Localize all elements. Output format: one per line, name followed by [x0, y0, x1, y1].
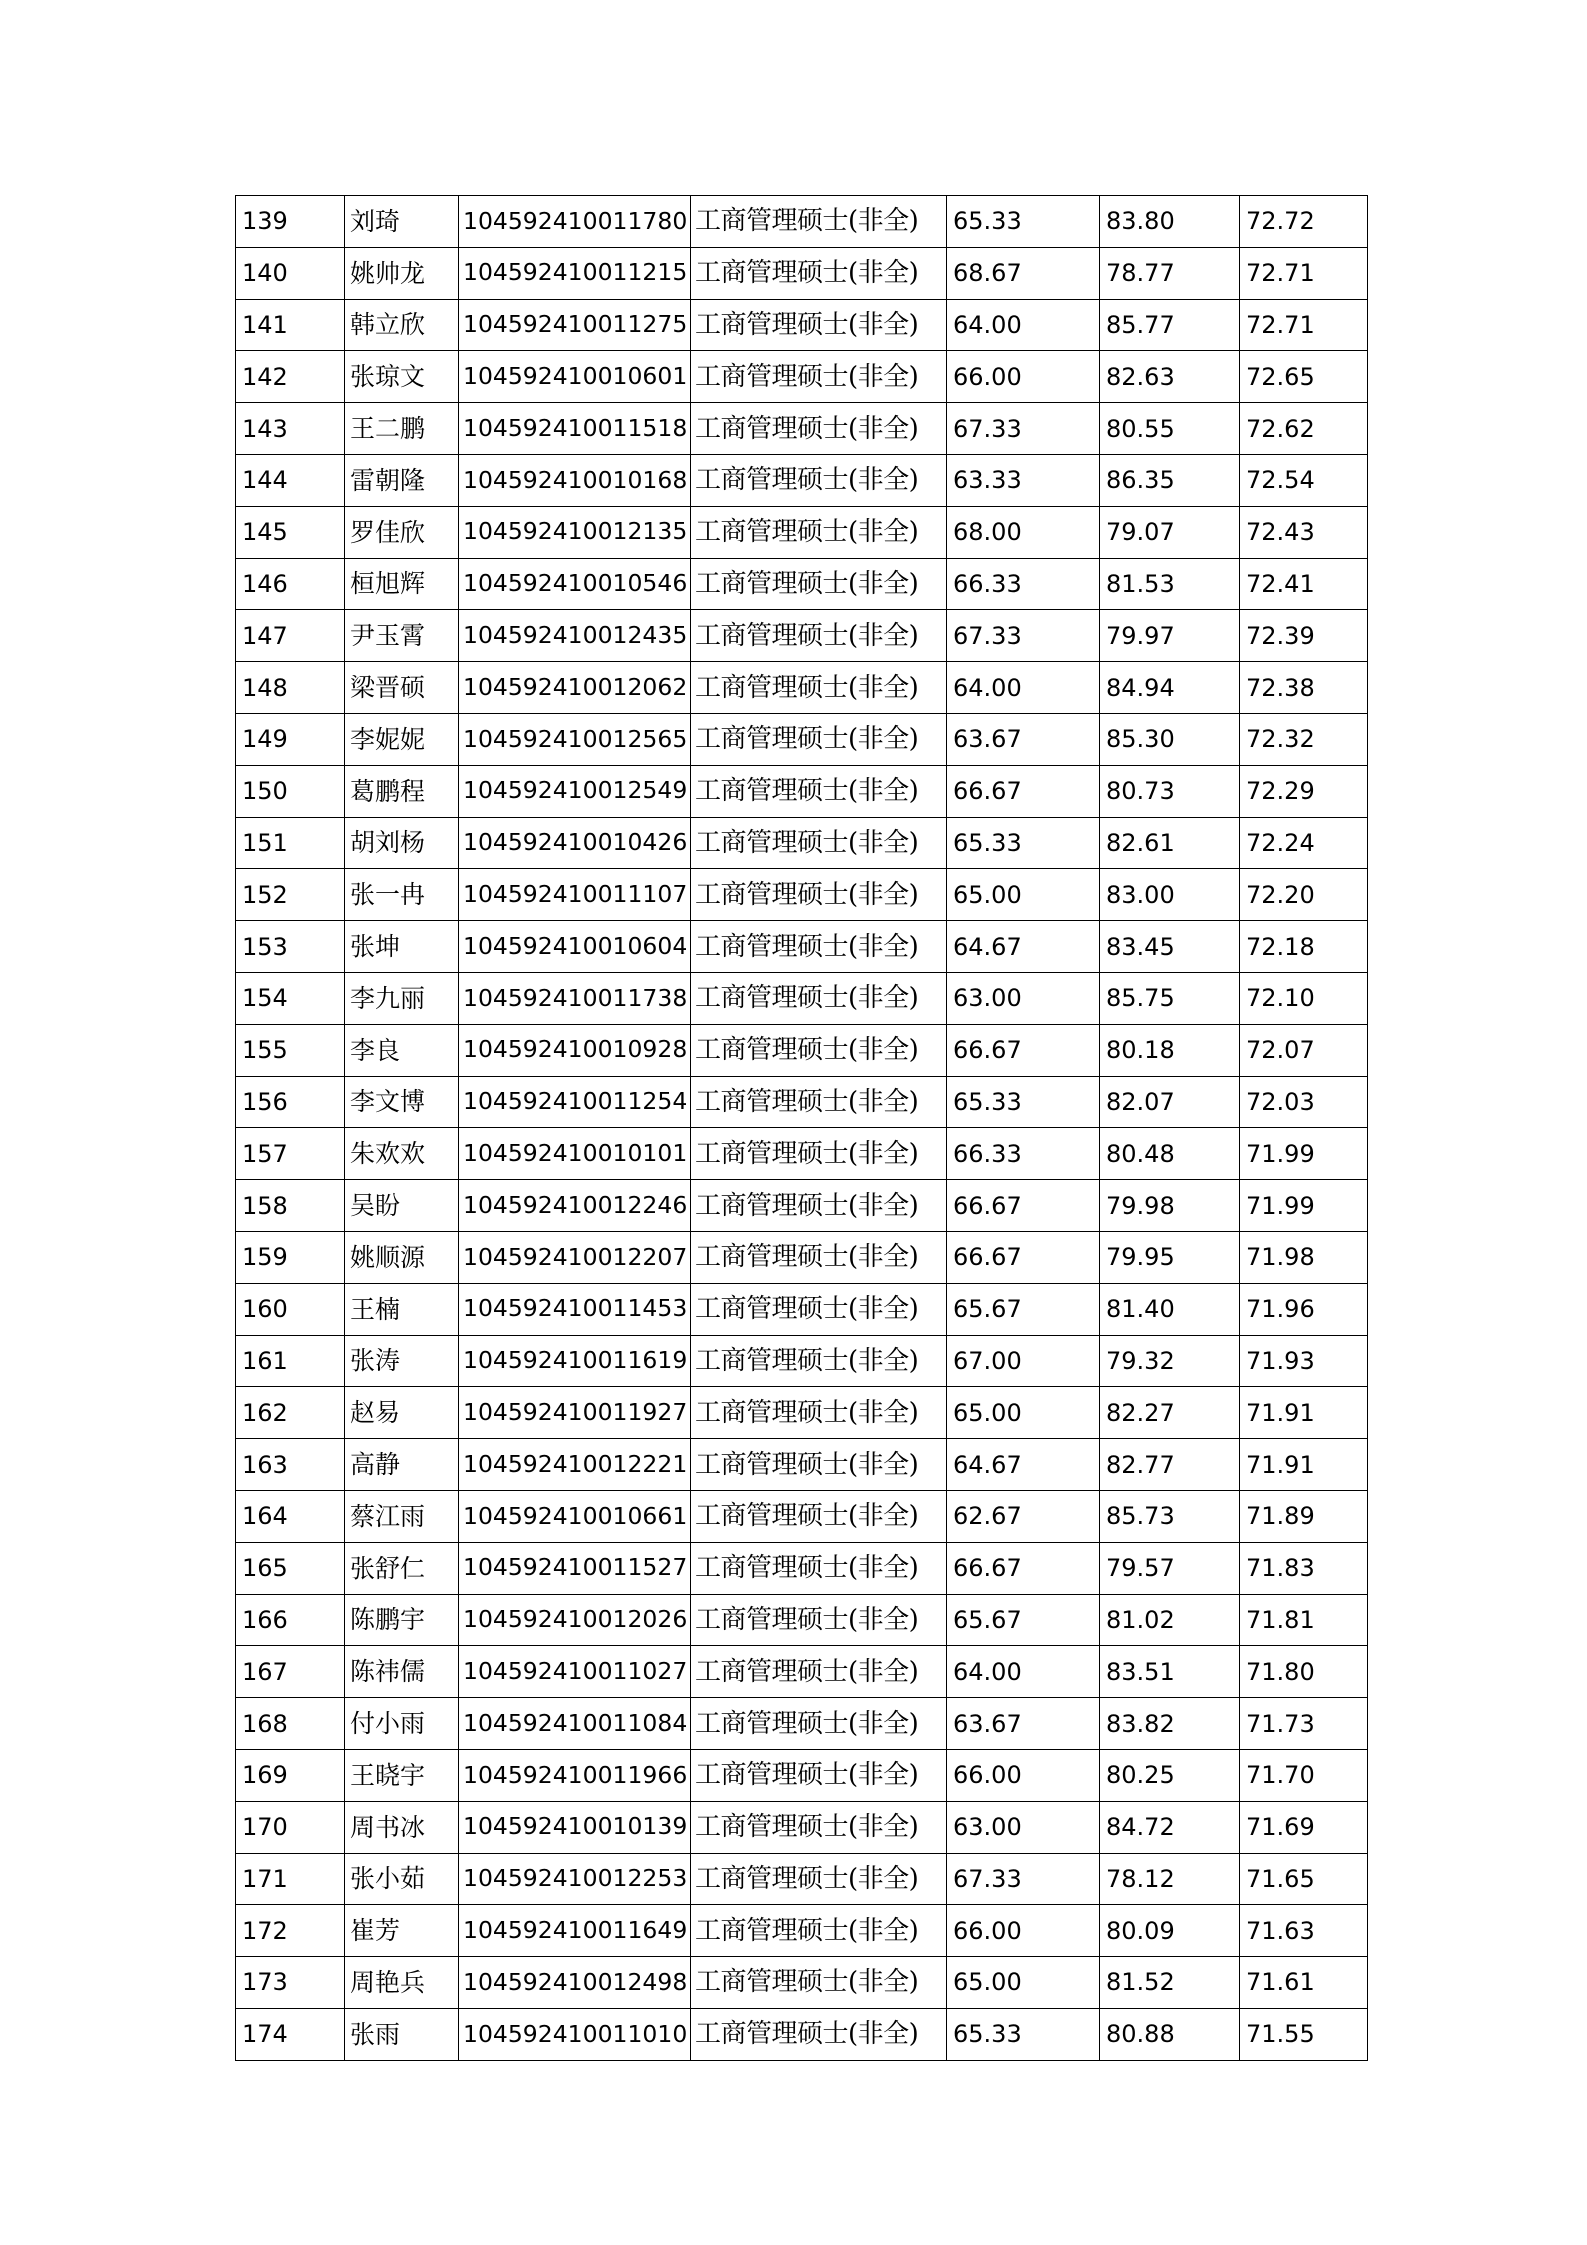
total-score-cell: 71.80: [1240, 1646, 1368, 1698]
score-a-cell: 66.67: [947, 1024, 1100, 1076]
score-b-cell: 80.25: [1100, 1749, 1240, 1801]
name-cell: 梁晋硕: [345, 662, 459, 714]
exam-id-cell: 104592410011738: [459, 972, 691, 1024]
name-cell: 罗佳欣: [345, 506, 459, 558]
name-cell: 朱欢欢: [345, 1128, 459, 1180]
score-b-cell: 79.32: [1100, 1335, 1240, 1387]
name-cell: 张一冉: [345, 869, 459, 921]
total-score-cell: 71.61: [1240, 1957, 1368, 2009]
table-row: [236, 1180, 1368, 1232]
score-b-cell: 80.88: [1100, 2008, 1240, 2060]
score-b-cell: 82.07: [1100, 1076, 1240, 1128]
table-row: [236, 1698, 1368, 1750]
score-a-cell: 66.67: [947, 1180, 1100, 1232]
major-cell: 工商管理硕士(非全): [691, 972, 947, 1024]
score-b-cell: 85.77: [1100, 299, 1240, 351]
score-a-cell: 63.00: [947, 972, 1100, 1024]
exam-id-cell: 104592410010661: [459, 1490, 691, 1542]
table-row: [236, 2008, 1368, 2060]
exam-id-cell: 104592410010604: [459, 921, 691, 973]
score-a-cell: 66.67: [947, 1231, 1100, 1283]
rank-cell: 162: [236, 1387, 345, 1439]
name-cell: 张涛: [345, 1335, 459, 1387]
major-cell: 工商管理硕士(非全): [691, 1335, 947, 1387]
total-score-cell: 72.65: [1240, 351, 1368, 403]
major-cell: 工商管理硕士(非全): [691, 1283, 947, 1335]
table-row: [236, 1957, 1368, 2009]
rank-cell: 154: [236, 972, 345, 1024]
total-score-cell: 72.24: [1240, 817, 1368, 869]
name-cell: 张坤: [345, 921, 459, 973]
rank-cell: 142: [236, 351, 345, 403]
exam-id-cell: 104592410012207: [459, 1231, 691, 1283]
name-cell: 陈鹏宇: [345, 1594, 459, 1646]
rank-cell: 141: [236, 299, 345, 351]
score-a-cell: 65.00: [947, 869, 1100, 921]
total-score-cell: 72.43: [1240, 506, 1368, 558]
score-b-cell: 79.95: [1100, 1231, 1240, 1283]
name-cell: 张雨: [345, 2008, 459, 2060]
rank-cell: 157: [236, 1128, 345, 1180]
table-row: [236, 765, 1368, 817]
exam-id-cell: 104592410011107: [459, 869, 691, 921]
rank-cell: 144: [236, 454, 345, 506]
exam-id-cell: 104592410010601: [459, 351, 691, 403]
rank-cell: 167: [236, 1646, 345, 1698]
exam-id-cell: 104592410011084: [459, 1698, 691, 1750]
exam-id-cell: 104592410010168: [459, 454, 691, 506]
score-table: [235, 195, 1368, 2061]
major-cell: 工商管理硕士(非全): [691, 558, 947, 610]
score-a-cell: 66.67: [947, 1542, 1100, 1594]
total-score-cell: 72.71: [1240, 299, 1368, 351]
score-a-cell: 64.00: [947, 662, 1100, 714]
exam-id-cell: 104592410011527: [459, 1542, 691, 1594]
score-table-body: [236, 196, 1368, 2061]
total-score-cell: 71.99: [1240, 1180, 1368, 1232]
score-b-cell: 81.52: [1100, 1957, 1240, 2009]
score-b-cell: 78.12: [1100, 1853, 1240, 1905]
name-cell: 王二鹏: [345, 403, 459, 455]
rank-cell: 145: [236, 506, 345, 558]
rank-cell: 159: [236, 1231, 345, 1283]
score-b-cell: 83.82: [1100, 1698, 1240, 1750]
score-b-cell: 83.51: [1100, 1646, 1240, 1698]
exam-id-cell: 104592410012026: [459, 1594, 691, 1646]
score-a-cell: 63.00: [947, 1801, 1100, 1853]
total-score-cell: 71.91: [1240, 1439, 1368, 1491]
score-b-cell: 79.98: [1100, 1180, 1240, 1232]
name-cell: 姚顺源: [345, 1231, 459, 1283]
score-b-cell: 85.73: [1100, 1490, 1240, 1542]
total-score-cell: 71.89: [1240, 1490, 1368, 1542]
name-cell: 李文博: [345, 1076, 459, 1128]
score-b-cell: 83.45: [1100, 921, 1240, 973]
name-cell: 付小雨: [345, 1698, 459, 1750]
score-a-cell: 67.33: [947, 1853, 1100, 1905]
exam-id-cell: 104592410011027: [459, 1646, 691, 1698]
table-row: [236, 1542, 1368, 1594]
major-cell: 工商管理硕士(非全): [691, 1076, 947, 1128]
total-score-cell: 72.62: [1240, 403, 1368, 455]
name-cell: 陈祎儒: [345, 1646, 459, 1698]
major-cell: 工商管理硕士(非全): [691, 1698, 947, 1750]
table-row: [236, 558, 1368, 610]
exam-id-cell: 104592410012498: [459, 1957, 691, 2009]
score-b-cell: 81.02: [1100, 1594, 1240, 1646]
rank-cell: 143: [236, 403, 345, 455]
table-row: [236, 1076, 1368, 1128]
name-cell: 张舒仁: [345, 1542, 459, 1594]
major-cell: 工商管理硕士(非全): [691, 921, 947, 973]
score-b-cell: 82.63: [1100, 351, 1240, 403]
score-b-cell: 84.94: [1100, 662, 1240, 714]
major-cell: 工商管理硕士(非全): [691, 1231, 947, 1283]
table-row: [236, 247, 1368, 299]
major-cell: 工商管理硕士(非全): [691, 1801, 947, 1853]
table-row: [236, 1853, 1368, 1905]
rank-cell: 149: [236, 713, 345, 765]
table-row: [236, 1594, 1368, 1646]
total-score-cell: 71.93: [1240, 1335, 1368, 1387]
score-b-cell: 78.77: [1100, 247, 1240, 299]
total-score-cell: 71.83: [1240, 1542, 1368, 1594]
rank-cell: 156: [236, 1076, 345, 1128]
major-cell: 工商管理硕士(非全): [691, 1542, 947, 1594]
score-a-cell: 65.67: [947, 1283, 1100, 1335]
major-cell: 工商管理硕士(非全): [691, 1957, 947, 2009]
table-row: [236, 713, 1368, 765]
total-score-cell: 71.81: [1240, 1594, 1368, 1646]
table-row: [236, 869, 1368, 921]
major-cell: 工商管理硕士(非全): [691, 1646, 947, 1698]
exam-id-cell: 104592410010101: [459, 1128, 691, 1180]
score-a-cell: 65.00: [947, 1957, 1100, 2009]
score-b-cell: 85.30: [1100, 713, 1240, 765]
major-cell: 工商管理硕士(非全): [691, 765, 947, 817]
rank-cell: 174: [236, 2008, 345, 2060]
table-row: [236, 1905, 1368, 1957]
major-cell: 工商管理硕士(非全): [691, 1905, 947, 1957]
table-row: [236, 972, 1368, 1024]
name-cell: 李良: [345, 1024, 459, 1076]
major-cell: 工商管理硕士(非全): [691, 713, 947, 765]
score-a-cell: 67.00: [947, 1335, 1100, 1387]
exam-id-cell: 104592410012549: [459, 765, 691, 817]
name-cell: 姚帅龙: [345, 247, 459, 299]
score-a-cell: 67.33: [947, 610, 1100, 662]
score-b-cell: 80.09: [1100, 1905, 1240, 1957]
score-a-cell: 66.00: [947, 1905, 1100, 1957]
table-row: [236, 1387, 1368, 1439]
exam-id-cell: 104592410010139: [459, 1801, 691, 1853]
score-b-cell: 85.75: [1100, 972, 1240, 1024]
major-cell: 工商管理硕士(非全): [691, 506, 947, 558]
table-row: [236, 1749, 1368, 1801]
score-b-cell: 79.07: [1100, 506, 1240, 558]
rank-cell: 165: [236, 1542, 345, 1594]
rank-cell: 163: [236, 1439, 345, 1491]
name-cell: 高静: [345, 1439, 459, 1491]
major-cell: 工商管理硕士(非全): [691, 610, 947, 662]
rank-cell: 173: [236, 1957, 345, 2009]
major-cell: 工商管理硕士(非全): [691, 403, 947, 455]
table-row: [236, 506, 1368, 558]
score-a-cell: 65.33: [947, 817, 1100, 869]
exam-id-cell: 104592410011927: [459, 1387, 691, 1439]
exam-id-cell: 104592410012565: [459, 713, 691, 765]
exam-id-cell: 104592410010426: [459, 817, 691, 869]
major-cell: 工商管理硕士(非全): [691, 869, 947, 921]
major-cell: 工商管理硕士(非全): [691, 2008, 947, 2060]
total-score-cell: 72.10: [1240, 972, 1368, 1024]
exam-id-cell: 104592410012435: [459, 610, 691, 662]
score-b-cell: 84.72: [1100, 1801, 1240, 1853]
total-score-cell: 71.65: [1240, 1853, 1368, 1905]
table-row: [236, 1024, 1368, 1076]
rank-cell: 164: [236, 1490, 345, 1542]
exam-id-cell: 104592410010546: [459, 558, 691, 610]
exam-id-cell: 104592410011966: [459, 1749, 691, 1801]
exam-id-cell: 104592410011215: [459, 247, 691, 299]
total-score-cell: 72.18: [1240, 921, 1368, 973]
major-cell: 工商管理硕士(非全): [691, 1024, 947, 1076]
major-cell: 工商管理硕士(非全): [691, 1180, 947, 1232]
total-score-cell: 72.03: [1240, 1076, 1368, 1128]
table-row: [236, 1283, 1368, 1335]
score-b-cell: 83.00: [1100, 869, 1240, 921]
rank-cell: 150: [236, 765, 345, 817]
major-cell: 工商管理硕士(非全): [691, 299, 947, 351]
score-a-cell: 68.00: [947, 506, 1100, 558]
name-cell: 周书冰: [345, 1801, 459, 1853]
score-a-cell: 64.67: [947, 1439, 1100, 1491]
total-score-cell: 71.70: [1240, 1749, 1368, 1801]
rank-cell: 153: [236, 921, 345, 973]
score-b-cell: 81.40: [1100, 1283, 1240, 1335]
name-cell: 尹玉霄: [345, 610, 459, 662]
major-cell: 工商管理硕士(非全): [691, 454, 947, 506]
major-cell: 工商管理硕士(非全): [691, 1749, 947, 1801]
table-row: [236, 817, 1368, 869]
score-b-cell: 82.27: [1100, 1387, 1240, 1439]
rank-cell: 151: [236, 817, 345, 869]
major-cell: 工商管理硕士(非全): [691, 1387, 947, 1439]
score-a-cell: 66.00: [947, 1749, 1100, 1801]
total-score-cell: 71.69: [1240, 1801, 1368, 1853]
table-row: [236, 1439, 1368, 1491]
major-cell: 工商管理硕士(非全): [691, 247, 947, 299]
rank-cell: 161: [236, 1335, 345, 1387]
exam-id-cell: 104592410011010: [459, 2008, 691, 2060]
score-b-cell: 82.61: [1100, 817, 1240, 869]
score-a-cell: 65.33: [947, 1076, 1100, 1128]
major-cell: 工商管理硕士(非全): [691, 662, 947, 714]
score-a-cell: 67.33: [947, 403, 1100, 455]
rank-cell: 140: [236, 247, 345, 299]
exam-id-cell: 104592410012253: [459, 1853, 691, 1905]
total-score-cell: 71.55: [1240, 2008, 1368, 2060]
score-a-cell: 66.00: [947, 351, 1100, 403]
exam-id-cell: 104592410010928: [459, 1024, 691, 1076]
table-row: [236, 1490, 1368, 1542]
rank-cell: 172: [236, 1905, 345, 1957]
exam-id-cell: 104592410011619: [459, 1335, 691, 1387]
name-cell: 吴盼: [345, 1180, 459, 1232]
total-score-cell: 72.71: [1240, 247, 1368, 299]
major-cell: 工商管理硕士(非全): [691, 351, 947, 403]
total-score-cell: 71.96: [1240, 1283, 1368, 1335]
table-row: [236, 454, 1368, 506]
total-score-cell: 72.54: [1240, 454, 1368, 506]
table-row: [236, 1646, 1368, 1698]
rank-cell: 160: [236, 1283, 345, 1335]
table-row: [236, 921, 1368, 973]
exam-id-cell: 104592410011275: [459, 299, 691, 351]
rank-cell: 158: [236, 1180, 345, 1232]
rank-cell: 146: [236, 558, 345, 610]
table-row: [236, 196, 1368, 248]
total-score-cell: 71.98: [1240, 1231, 1368, 1283]
rank-cell: 148: [236, 662, 345, 714]
score-b-cell: 80.18: [1100, 1024, 1240, 1076]
name-cell: 崔芳: [345, 1905, 459, 1957]
score-a-cell: 64.00: [947, 299, 1100, 351]
major-cell: 工商管理硕士(非全): [691, 1853, 947, 1905]
score-a-cell: 65.33: [947, 2008, 1100, 2060]
score-b-cell: 80.48: [1100, 1128, 1240, 1180]
rank-cell: 152: [236, 869, 345, 921]
score-a-cell: 64.00: [947, 1646, 1100, 1698]
exam-id-cell: 104592410012221: [459, 1439, 691, 1491]
score-a-cell: 63.67: [947, 713, 1100, 765]
total-score-cell: 71.99: [1240, 1128, 1368, 1180]
score-b-cell: 80.55: [1100, 403, 1240, 455]
major-cell: 工商管理硕士(非全): [691, 1490, 947, 1542]
exam-id-cell: 104592410011780: [459, 196, 691, 248]
name-cell: 雷朝隆: [345, 454, 459, 506]
score-a-cell: 62.67: [947, 1490, 1100, 1542]
rank-cell: 139: [236, 196, 345, 248]
total-score-cell: 72.39: [1240, 610, 1368, 662]
rank-cell: 166: [236, 1594, 345, 1646]
name-cell: 赵易: [345, 1387, 459, 1439]
major-cell: 工商管理硕士(非全): [691, 817, 947, 869]
exam-id-cell: 104592410011453: [459, 1283, 691, 1335]
name-cell: 胡刘杨: [345, 817, 459, 869]
score-a-cell: 65.33: [947, 196, 1100, 248]
score-a-cell: 66.33: [947, 1128, 1100, 1180]
table-row: [236, 1128, 1368, 1180]
score-a-cell: 65.67: [947, 1594, 1100, 1646]
table-row: [236, 299, 1368, 351]
rank-cell: 169: [236, 1749, 345, 1801]
score-b-cell: 86.35: [1100, 454, 1240, 506]
name-cell: 王晓宇: [345, 1749, 459, 1801]
total-score-cell: 72.32: [1240, 713, 1368, 765]
major-cell: 工商管理硕士(非全): [691, 1128, 947, 1180]
name-cell: 张小茹: [345, 1853, 459, 1905]
rank-cell: 147: [236, 610, 345, 662]
exam-id-cell: 104592410011254: [459, 1076, 691, 1128]
rank-cell: 170: [236, 1801, 345, 1853]
score-a-cell: 66.67: [947, 765, 1100, 817]
rank-cell: 171: [236, 1853, 345, 1905]
name-cell: 蔡江雨: [345, 1490, 459, 1542]
exam-id-cell: 104592410012062: [459, 662, 691, 714]
rank-cell: 168: [236, 1698, 345, 1750]
score-a-cell: 63.33: [947, 454, 1100, 506]
table-row: [236, 1231, 1368, 1283]
rank-cell: 155: [236, 1024, 345, 1076]
name-cell: 李妮妮: [345, 713, 459, 765]
major-cell: 工商管理硕士(非全): [691, 196, 947, 248]
table-row: [236, 403, 1368, 455]
total-score-cell: 71.91: [1240, 1387, 1368, 1439]
total-score-cell: 72.20: [1240, 869, 1368, 921]
score-b-cell: 80.73: [1100, 765, 1240, 817]
name-cell: 葛鹏程: [345, 765, 459, 817]
total-score-cell: 72.38: [1240, 662, 1368, 714]
total-score-cell: 72.72: [1240, 196, 1368, 248]
score-b-cell: 81.53: [1100, 558, 1240, 610]
table-row: [236, 1335, 1368, 1387]
exam-id-cell: 104592410011518: [459, 403, 691, 455]
major-cell: 工商管理硕士(非全): [691, 1439, 947, 1491]
total-score-cell: 71.73: [1240, 1698, 1368, 1750]
name-cell: 刘琦: [345, 196, 459, 248]
score-b-cell: 83.80: [1100, 196, 1240, 248]
score-a-cell: 66.33: [947, 558, 1100, 610]
score-b-cell: 79.57: [1100, 1542, 1240, 1594]
total-score-cell: 72.41: [1240, 558, 1368, 610]
table-row: [236, 610, 1368, 662]
name-cell: 张琼文: [345, 351, 459, 403]
total-score-cell: 72.07: [1240, 1024, 1368, 1076]
total-score-cell: 71.63: [1240, 1905, 1368, 1957]
total-score-cell: 72.29: [1240, 765, 1368, 817]
name-cell: 韩立欣: [345, 299, 459, 351]
score-b-cell: 82.77: [1100, 1439, 1240, 1491]
name-cell: 桓旭辉: [345, 558, 459, 610]
table-row: [236, 1801, 1368, 1853]
exam-id-cell: 104592410012135: [459, 506, 691, 558]
score-a-cell: 65.00: [947, 1387, 1100, 1439]
name-cell: 李九丽: [345, 972, 459, 1024]
exam-id-cell: 104592410012246: [459, 1180, 691, 1232]
exam-id-cell: 104592410011649: [459, 1905, 691, 1957]
major-cell: 工商管理硕士(非全): [691, 1594, 947, 1646]
table-row: [236, 662, 1368, 714]
table-row: [236, 351, 1368, 403]
score-b-cell: 79.97: [1100, 610, 1240, 662]
score-a-cell: 68.67: [947, 247, 1100, 299]
score-a-cell: 63.67: [947, 1698, 1100, 1750]
name-cell: 周艳兵: [345, 1957, 459, 2009]
score-a-cell: 64.67: [947, 921, 1100, 973]
name-cell: 王楠: [345, 1283, 459, 1335]
